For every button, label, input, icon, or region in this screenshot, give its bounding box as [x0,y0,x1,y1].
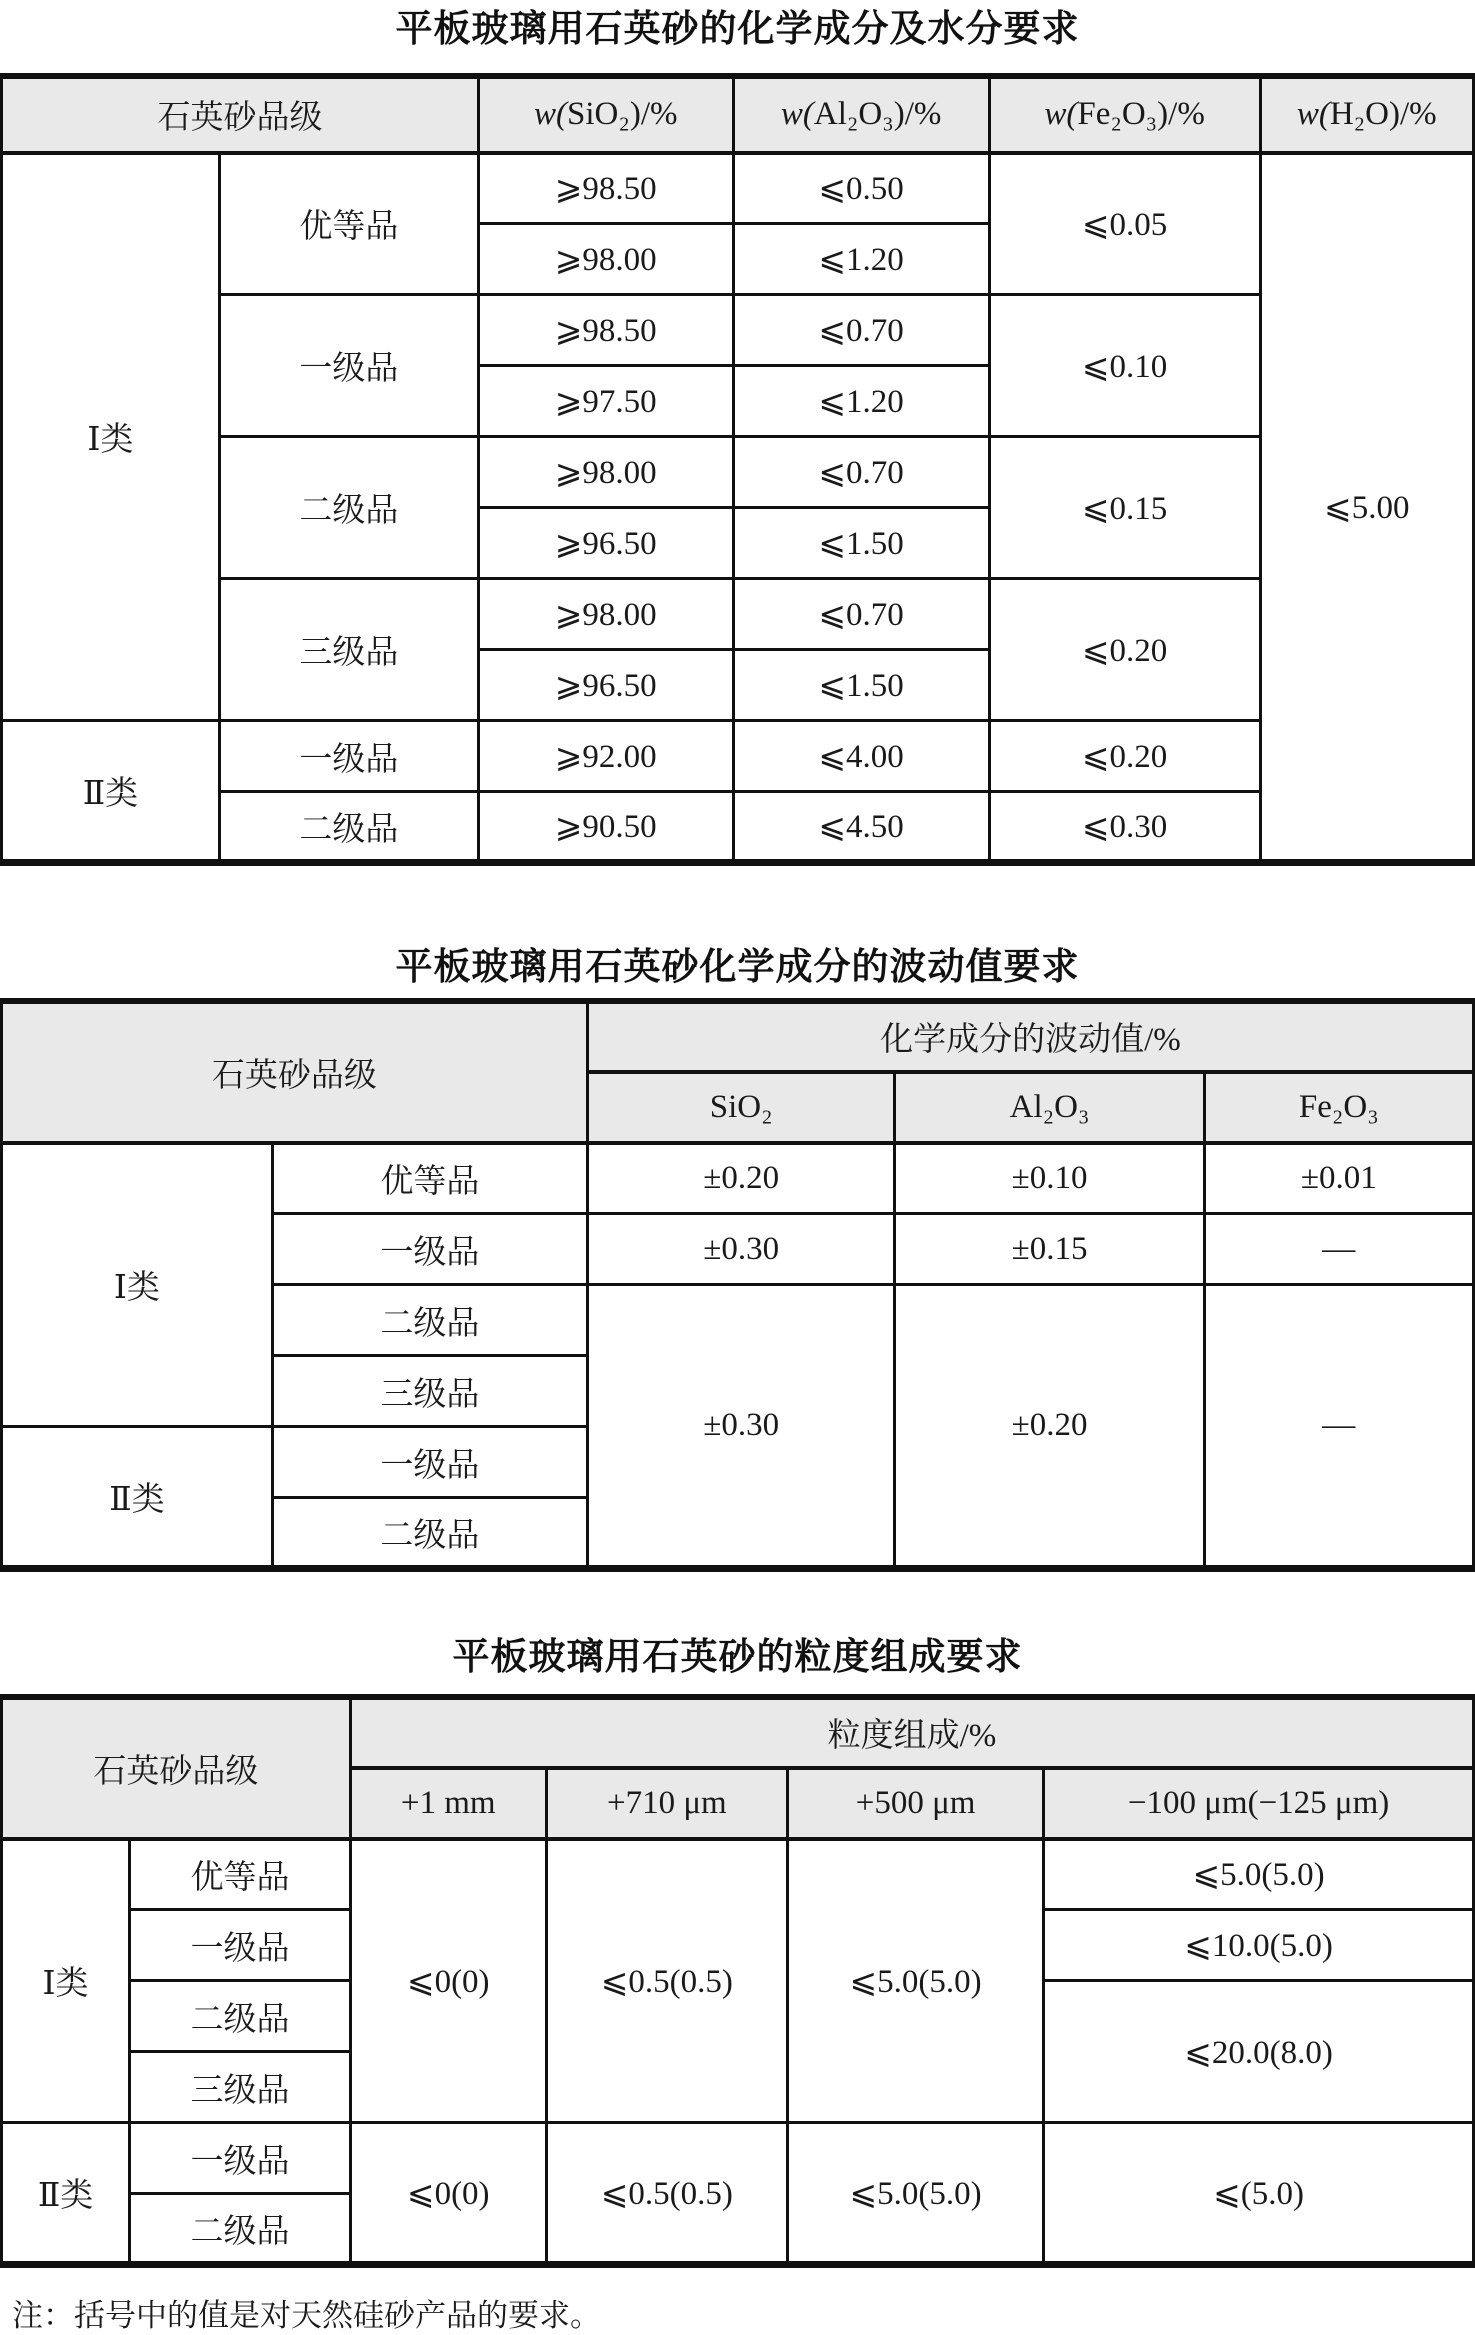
t1-value-sio2: ⩾98.00 [478,224,733,295]
table-fluctuation [0,998,1475,1573]
table-row [2,153,1474,224]
t1-header-fe2o3: w(Fe₂O₃)/% [989,76,1260,153]
t1-value-sio2: ⩾98.50 [478,153,733,224]
t2-value: ±0.01 [1204,1143,1473,1214]
t3-grade-first: 一级品 [130,2123,351,2194]
t1-value-al2o3: ⩽0.70 [733,437,989,508]
t1-value-al2o3: ⩽1.50 [733,650,989,721]
t1-value-fe2o3: ⩽0.20 [989,579,1260,721]
t2-value: ±0.15 [895,1214,1204,1285]
t3-value-plus1mm: ⩽0(0) [350,1839,546,2123]
t2-grade-first: 一级品 [272,1214,587,1285]
table-row [2,2123,1474,2194]
t3-header-minus100: −100 μm(−125 μm) [1044,1768,1474,1839]
t1-value-fe2o3: ⩽0.15 [989,437,1260,579]
t1-value-al2o3: ⩽1.20 [733,224,989,295]
t3-header-row [2,1697,1474,1768]
t1-value-al2o3: ⩽1.50 [733,508,989,579]
t2-header-group: 化学成分的波动值/% [587,1001,1473,1072]
t3-value-plus500: ⩽5.0(5.0) [788,1839,1044,2123]
t3-header-plus710: +710 μm [546,1768,787,1839]
t3-header-grade: 石英砂品级 [2,1697,351,1839]
t2-value: ±0.10 [895,1143,1204,1214]
t1-value-fe2o3: ⩽0.20 [989,721,1260,792]
t1-value-fe2o3: ⩽0.30 [989,792,1260,863]
table2-title: 平板玻璃用石英砂化学成分的波动值要求 [395,946,1080,988]
t1-value-sio2: ⩾98.00 [478,579,733,650]
table3-title: 平板玻璃用石英砂的粒度组成要求 [452,1636,1023,1678]
t3-header-plus1mm: +1 mm [350,1768,546,1839]
t2-value-merged: — [1204,1285,1473,1569]
table-row [2,295,1474,366]
t3-value-plus710: ⩽0.5(0.5) [546,1839,787,2123]
t2-value-merged: ±0.20 [895,1285,1204,1569]
t2-header-al2o3: Al₂O₃ [895,1072,1204,1143]
table1-title: 平板玻璃用石英砂的化学成分及水分要求 [395,8,1080,49]
t1-value-al2o3: ⩽1.20 [733,366,989,437]
t2-header-sio2: SiO₂ [587,1072,895,1143]
t1-value-sio2: ⩾90.50 [478,792,733,863]
table-particle-size [0,1694,1475,2269]
t1-value-al2o3: ⩽0.70 [733,579,989,650]
t2-value: ±0.20 [587,1143,895,1214]
t3-header-plus500: +500 μm [788,1768,1044,1839]
t3-grade-premium: 优等品 [130,1839,351,1910]
t3-value-minus100: ⩽5.0(5.0) [1044,1839,1474,1910]
t2-class2-label: Ⅱ类 [2,1427,273,1569]
t1-value-sio2: ⩾96.50 [478,508,733,579]
t3-value-minus100: ⩽(5.0) [1044,2123,1474,2265]
t1-value-al2o3: ⩽0.50 [733,153,989,224]
t3-grade-second: 二级品 [130,1981,351,2052]
t1-header-grade: 石英砂品级 [2,76,479,153]
t3-grade-second: 二级品 [130,2194,351,2265]
table-row [2,721,1474,792]
t1-value-al2o3: ⩽4.50 [733,792,989,863]
t3-value-minus100: ⩽10.0(5.0) [1044,1910,1474,1981]
t1-value-al2o3: ⩽4.00 [733,721,989,792]
t2-class1-label: Ⅰ类 [2,1143,273,1427]
t2-header-grade: 石英砂品级 [2,1001,588,1143]
t1-grade-second: 二级品 [219,792,478,863]
t1-grade-first: 一级品 [219,295,478,437]
t3-class2-label: Ⅱ类 [2,2123,130,2265]
t1-value-fe2o3: ⩽0.05 [989,153,1260,295]
t1-value-sio2: ⩾98.50 [478,295,733,366]
t1-class1-label: Ⅰ类 [2,153,220,721]
table-footnote: 注：括号中的值是对天然硅砂产品的要求。 [12,2298,601,2334]
t1-header-row [2,76,1474,153]
t1-value-sio2: ⩾96.50 [478,650,733,721]
t3-class1-label: Ⅰ类 [2,1839,130,2123]
t2-header-row [2,1001,1474,1072]
table-row [2,1143,1474,1214]
table-chemical-composition [0,73,1475,867]
table-row [2,792,1474,863]
t3-value-plus500: ⩽5.0(5.0) [788,2123,1044,2265]
t3-value-plus710: ⩽0.5(0.5) [546,2123,787,2265]
t1-value-h2o: ⩽5.00 [1260,153,1473,863]
t2-grade-second: 二级品 [272,1285,587,1356]
t2-grade-third: 三级品 [272,1356,587,1427]
t1-value-sio2: ⩾97.50 [478,366,733,437]
t1-grade-third: 三级品 [219,579,478,721]
t1-value-sio2: ⩾92.00 [478,721,733,792]
t3-grade-first: 一级品 [130,1910,351,1981]
t3-value-plus1mm: ⩽0(0) [350,2123,546,2265]
t1-grade-first: 一级品 [219,721,478,792]
t2-grade-first: 一级品 [272,1427,587,1498]
table-row [2,579,1474,650]
t1-header-sio2: w(SiO₂)/% [478,76,733,153]
t3-grade-third: 三级品 [130,2052,351,2123]
t1-value-al2o3: ⩽0.70 [733,295,989,366]
t3-header-group: 粒度组成/% [350,1697,1473,1768]
table-row [2,437,1474,508]
t2-grade-premium: 优等品 [272,1143,587,1214]
t2-value-merged: ±0.30 [587,1285,895,1569]
t1-class2-label: Ⅱ类 [2,721,220,863]
t1-grade-premium: 优等品 [219,153,478,295]
t1-grade-second: 二级品 [219,437,478,579]
t3-value-minus100: ⩽20.0(8.0) [1044,1981,1474,2123]
t2-grade-second: 二级品 [272,1498,587,1569]
t1-header-al2o3: w(Al₂O₃)/% [733,76,989,153]
t1-value-fe2o3: ⩽0.10 [989,295,1260,437]
table-row [2,1839,1474,1910]
t1-header-h2o: w(H₂O)/% [1260,76,1473,153]
t2-value: ±0.30 [587,1214,895,1285]
t1-value-sio2: ⩾98.00 [478,437,733,508]
t2-value: — [1204,1214,1473,1285]
t2-header-fe2o3: Fe₂O₃ [1204,1072,1473,1143]
